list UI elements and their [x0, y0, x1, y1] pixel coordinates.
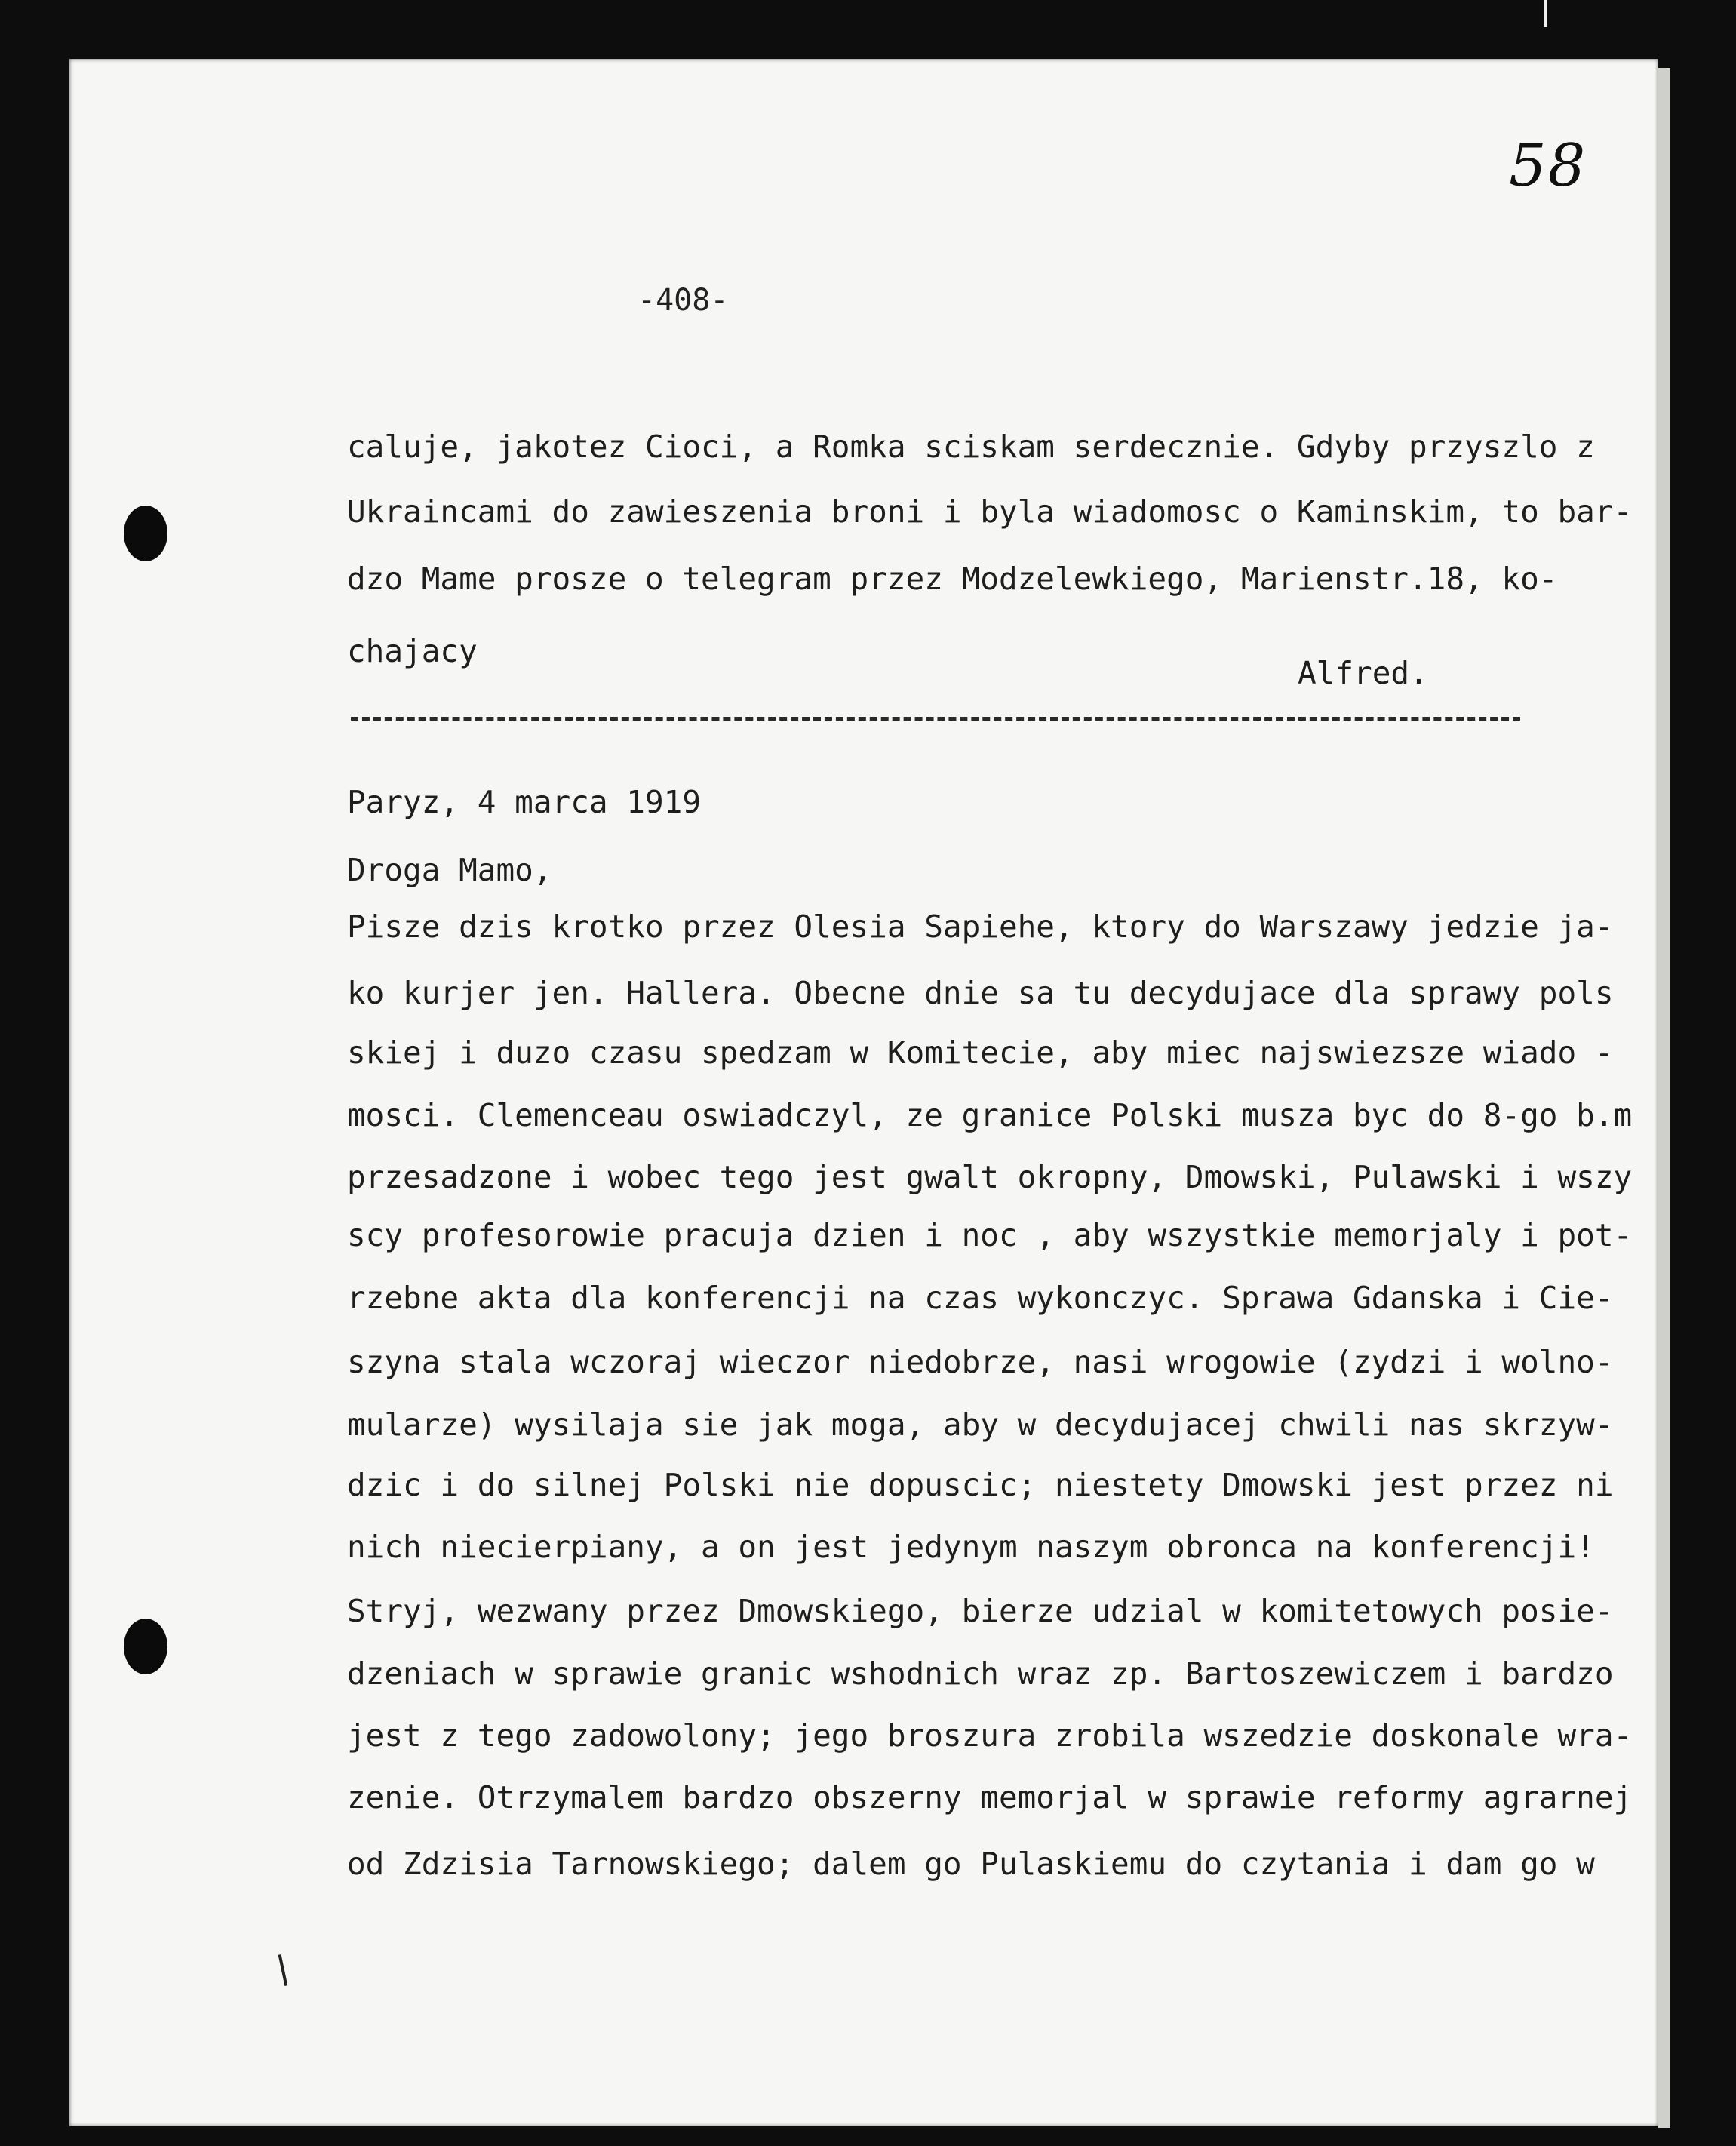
- letter-body-line-14: jest z tego zadowolony; jego broszura zrobila wszedzie doskonale wra-: [347, 1717, 1633, 1754]
- paper-edge: [1658, 68, 1670, 2128]
- letter-body-line-15: zenie. Otrzymalem bardzo obszerny memorjal w sprawie reformy agrarnej: [347, 1779, 1633, 1815]
- previous-letter-line-2: Ukraincami do zawieszenia broni i byla wiadomosc o Kaminskim, to bar-: [347, 493, 1633, 530]
- previous-letter-line-3: dzo Mame prosze o telegram przez Modzelewkiego, Marienstr.18, ko-: [347, 561, 1558, 597]
- punch-hole-bottom: [124, 1619, 167, 1674]
- letter-body-line-12: Stryj, wezwany przez Dmowskiego, bierze udzial w komitetowych posie-: [347, 1593, 1614, 1629]
- previous-letter-line-1: caluje, jakotez Cioci, a Romka sciskam serdecznie. Gdyby przyszlo z: [347, 429, 1595, 465]
- letter-body-line-4: mosci. Clemenceau oswiadczyl, ze granice Polski musza byc do 8-go b.m: [347, 1097, 1633, 1133]
- page-number: -408-: [638, 283, 729, 318]
- folio-number: 58: [1509, 132, 1587, 200]
- letter-body-line-1: Pisze dzis krotko przez Olesia Sapiehe, ktory do Warszawy jedzie ja-: [347, 909, 1614, 945]
- previous-letter-signature: Alfred.: [1298, 655, 1428, 691]
- punch-hole-top: [124, 506, 167, 561]
- paper-sheet: [69, 59, 1658, 2126]
- letter-body-line-10: dzic i do silnej Polski nie dopuscic; niestety Dmowski jest przez ni: [347, 1467, 1614, 1503]
- edge-mark: [1544, 0, 1547, 27]
- letter-body-line-8: szyna stala wczoraj wieczor niedobrze, nasi wrogowie (zydzi i wolno-: [347, 1344, 1614, 1380]
- letter-body-line-11: nich niecierpiany, a on jest jedynym naszym obronca na konferencji!: [347, 1529, 1595, 1565]
- letter-body-line-7: rzebne akta dla konferencji na czas wykonczyc. Sprawa Gdanska i Cie-: [347, 1280, 1614, 1316]
- previous-letter-line-4: chajacy: [347, 633, 478, 669]
- letter-body-line-13: dzeniach w sprawie granic wshodnich wraz zp. Bartoszewiczem i bardzo: [347, 1656, 1614, 1692]
- letter-body-line-6: scy profesorowie pracuja dzien i noc , aby wszystkie memorjaly i pot-: [347, 1217, 1633, 1253]
- letter-body-line-9: mularze) wysilaja sie jak moga, aby w decydujacej chwili nas skrzyw-: [347, 1407, 1614, 1443]
- letter-place-date: Paryz, 4 marca 1919: [347, 784, 701, 820]
- letter-body-line-16: od Zdzisia Tarnowskiego; dalem go Pulaskiemu do czytania i dam go w: [347, 1846, 1595, 1882]
- letter-body-line-3: skiej i duzo czasu spedzam w Komitecie, aby miec najswiezsze wiado -: [347, 1035, 1614, 1071]
- letter-body-line-2: ko kurjer jen. Hallera. Obecne dnie sa tu decydujace dla sprawy pols: [347, 975, 1614, 1011]
- letter-body-line-5: przesadzone i wobec tego jest gwalt okropny, Dmowski, Pulawski i wszy: [347, 1159, 1633, 1195]
- letter-salutation: Droga Mamo,: [347, 852, 552, 888]
- letter-divider: [351, 717, 1520, 721]
